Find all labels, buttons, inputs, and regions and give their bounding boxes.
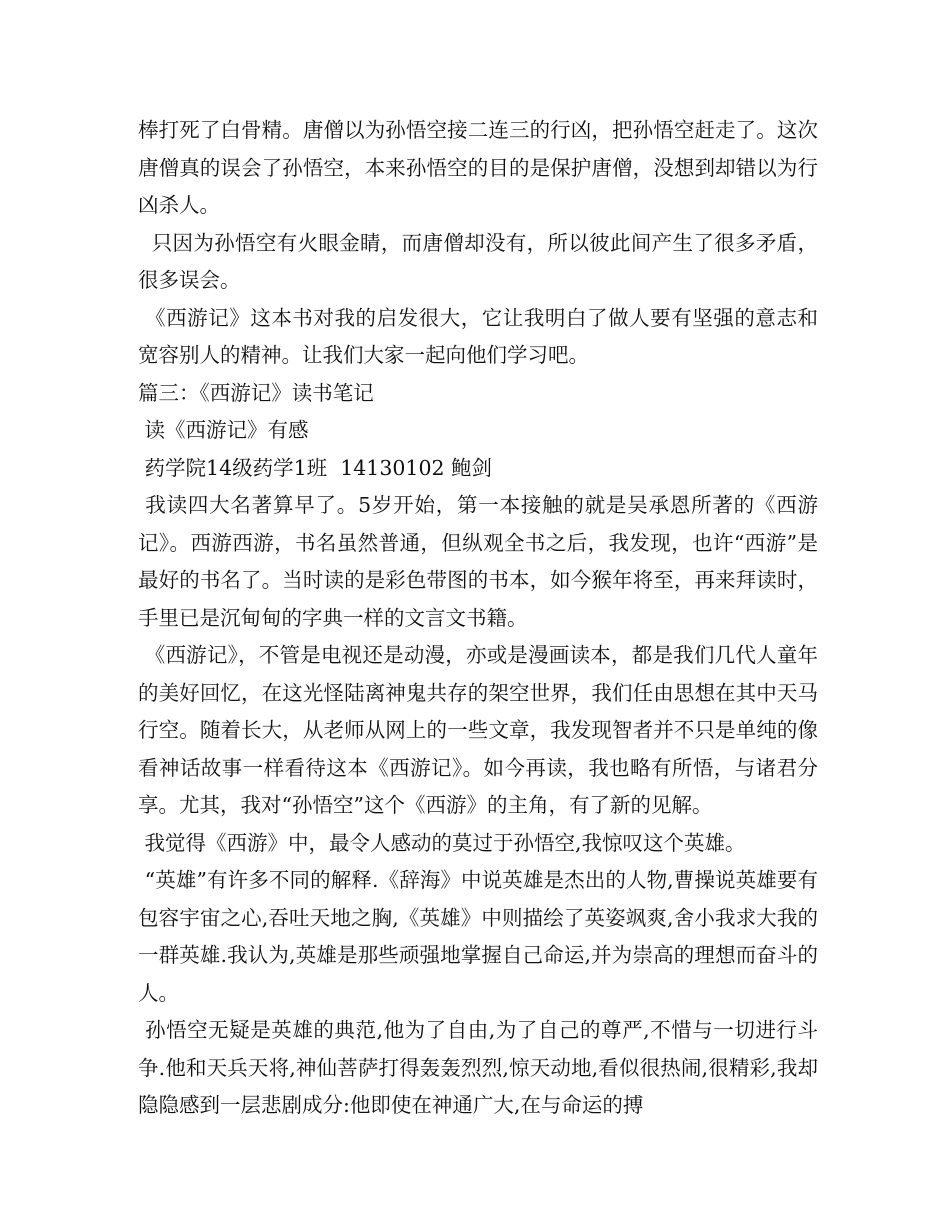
article-title: 读《西游记》有感 [138, 418, 309, 442]
paragraph: 孙悟空无疑是英雄的典范,他为了自由,为了自己的尊严,不惜与一切进行斗争.他和天兵天将,神仙菩萨打得轰轰烈烈,惊天动地,看似很热闹,很精彩,我却隐隐感到一层悲剧成分:他即使在神通广大,在与命运的搏 [138, 1018, 818, 1117]
document-body [138, 112, 818, 1125]
paragraph: 我读四大名著算早了。5岁开始，第一本接触的就是吴承恩所著的《西游记》。西游西游，书名虽然普通，但纵观全书之后，我发现，也许“西游”是最好的书名了。当时读的是彩色带图的书本，如今猴年将至，再来拜读时，手里已是沉甸甸的字典一样的文言文书籍。 [138, 493, 818, 630]
section-heading: 篇三：《西游记》读书笔记 [138, 380, 374, 405]
paragraph: “英雄”有许多不同的解释.《辞海》中说英雄是杰出的人物,曹操说英雄要有包容宇宙之心,吞吐天地之胸,《英雄》中则描绘了英姿飒爽,舍小我求大我的一群英雄.我认为,英雄是那些顽强地掌握自己命运,并为崇高的理想而奋斗的人。 [138, 868, 818, 1005]
paragraph: 《西游记》这本书对我的启发很大，它让我明白了做人要有坚强的意志和宽容别人的精神。让我们大家一起向他们学习吧。 [138, 305, 818, 367]
paragraph: 棒打死了白骨精。唐僧以为孙悟空接二连三的行凶，把孙悟空赶走了。这次唐僧真的误会了孙悟空，本来孙悟空的目的是保护唐僧，没想到却错以为行凶杀人。 [138, 118, 818, 217]
paragraph: 我觉得《西游》中，最令人感动的莫过于孙悟空,我惊叹这个英雄。 [138, 830, 746, 855]
paragraph: 只因为孙悟空有火眼金睛，而唐僧却没有，所以彼此间产生了很多矛盾，很多误会。 [138, 230, 818, 292]
author-line: 药学院14级药学1班 14130102 鲍剑 [138, 455, 493, 480]
paragraph: 《西游记》，不管是电视还是动漫，亦或是漫画读本，都是我们几代人童年的美好回忆，在这光怪陆离神鬼共存的架空世界，我们任由思想在其中天马行空。随着长大，从老师从网上的一些文章，我发现智者并不只是单纯的像看神话故事一样看待这本《西游记》。如今再读，我也略有所悟，与诸君分享。尤其，我对“孙悟空”这个《西游》的主角，有了新的见解。 [138, 643, 818, 817]
